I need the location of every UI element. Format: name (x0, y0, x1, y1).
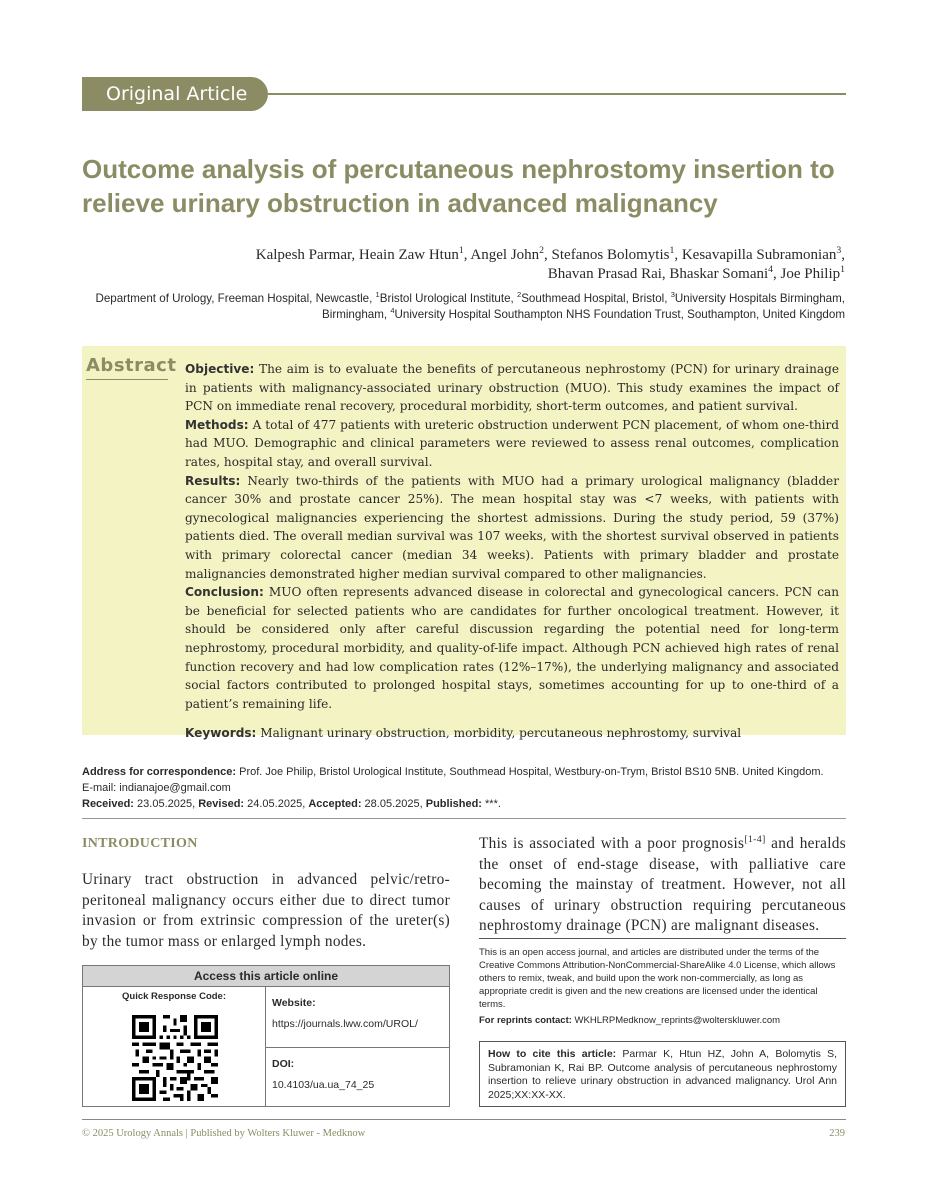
correspondence-address (82, 764, 846, 780)
correspondence-block (82, 764, 846, 812)
author-line-2 (145, 265, 845, 284)
author-name: , Joe Philip (773, 266, 841, 282)
author-affil-mark: 3 (836, 245, 842, 256)
doi-link[interactable]: 10.4103/ua.ua_74_25 (272, 1079, 375, 1091)
received-date: 23.05.2025, (133, 798, 199, 810)
article-dates (82, 796, 846, 812)
author-affil-mark: 4 (768, 264, 774, 275)
access-heading: Access this article online (83, 966, 449, 987)
conclusion-label: Conclusion: (185, 585, 264, 600)
affiliation-text: University Hospitals Birmingham, Birmingham, (322, 292, 845, 321)
abstract-methods (185, 416, 839, 472)
abstract-results (185, 472, 839, 584)
keywords-label: Keywords: (185, 726, 257, 741)
introduction-heading: INTRODUCTION (82, 836, 198, 851)
methods-label: Methods: (185, 417, 249, 432)
access-divider (266, 1047, 449, 1048)
footer-copyright: © 2025 Urology Annals | Published by Wolters Kluwer - Medknow (82, 1128, 366, 1139)
keywords-text: Malignant urinary obstruction, morbidity, percutaneous nephrostomy, survival (256, 726, 742, 741)
results-label: Results: (185, 473, 241, 488)
qr-label: Quick Response Code: (122, 991, 226, 1002)
methods-text: A total of 477 patients with ureteric obstruction underwent PCN placement, of whom one-third had MUO. Demographic and clinical parameters were reviewed to assess renal outcomes, complication rates, hospital stay, and overall survival. (185, 417, 839, 469)
author-name: , Angel John (463, 247, 540, 263)
footer-divider (82, 1119, 846, 1120)
introduction-paragraph: Urinary tract obstruction in advanced pelvic/retro-peritoneal malignancy occurs either due to direct tumor invasion or from extrinsic compression of the ureter(s) by the tumor mass or enlarged lymph nodes. (82, 871, 450, 950)
author-affil-mark: 1 (458, 245, 464, 256)
author-affil-mark: 1 (669, 245, 675, 256)
intro-text: This is associated with a poor prognosis (479, 835, 745, 852)
qr-code-icon[interactable] (132, 1015, 218, 1101)
affiliations (85, 291, 845, 323)
abstract-objective (185, 360, 839, 416)
citation-ref: [1-4] (744, 833, 766, 845)
license-note: This is an open access journal, and articles are distributed under the terms of the Creative Commons Attribution-NonCommercial-ShareAlike 4.0 License, which allows others to remix, tweak, and build upon the work non-commercially, as long as appropriate credit is given and the new creations are licensed under the identical terms. (479, 947, 836, 1010)
affiliation-text: Southmead Hospital, Bristol, (521, 292, 671, 305)
intro-text: and heralds the onset of end-stage disease, with palliative care becoming the mainstay of treatment. However, not all causes of urinary obstruction requiring percutaneous nephrostomy drainage (PCN) are malignant diseases. (479, 835, 846, 934)
header-divider (268, 93, 846, 95)
affil-mark: 3 (670, 290, 675, 300)
qr-column (83, 987, 266, 1106)
accepted-label: Accepted: (308, 798, 362, 810)
author-name: , (841, 247, 845, 263)
affiliation-text: Department of Urology, Freeman Hospital, Newcastle, (95, 292, 376, 305)
affil-mark: 1 (375, 290, 380, 300)
website-link[interactable]: https://journals.lww.com/UROL/ (272, 1018, 418, 1030)
section-divider (82, 818, 846, 819)
objective-label: Objective: (185, 362, 255, 376)
article-title: Outcome analysis of percutaneous nephrostomy insertion to relieve urinary obstruction in advanced malignancy (82, 154, 835, 218)
correspondence-email: E-mail: indianajoe@gmail.com (82, 782, 231, 794)
author-list (145, 246, 845, 284)
objective-text: The aim is to evaluate the benefits of percutaneous nephrostomy (PCN) for urinary drainage in patients with malignancy-associated urinary obstruction (MUO). This study examines the impact of PCN on immediate renal recovery, procedural morbidity, short-term outcomes, and patient survival. (185, 362, 839, 414)
abstract-label: Abstract (86, 355, 168, 380)
results-text: Nearly two-thirds of the patients with MUO had a primary urological malignancy (bladder cancer 30% and prostate cancer 25%). The mean hospital stay was <7 weeks, with patients with gynecological malignancies experiencing the shortest admissions. During the study period, 59 (37%) patients died. The overall median survival was 107 weeks, with the shortest survival observed in patients with primary colorectal cancer (median 34 weeks). Patients with primary bladder and prostate malignancies demonstrated higher median survival compared to other malignancies. (185, 473, 839, 581)
author-name: , Kesavapilla Subramonian (674, 247, 837, 263)
access-article-box (82, 965, 450, 1107)
author-affil-mark: 1 (840, 264, 845, 275)
website-label: Website: (272, 997, 316, 1009)
abstract-conclusion (185, 583, 839, 713)
reprints-email[interactable]: WKHLRPMedknow_reprints@wolterskluwer.com (571, 1015, 781, 1026)
cite-label: How to cite this article: (488, 1048, 617, 1060)
website-column (266, 987, 449, 1106)
affil-mark: 2 (516, 290, 522, 300)
how-to-cite-box (479, 1041, 846, 1107)
address-text: Prof. Joe Philip, Bristol Urological Institute, Southmead Hospital, Westbury-on-Trym, Bristol BS10 5NB. United Kingdom. (236, 766, 824, 778)
author-name: Kalpesh Parmar, Heain Zaw Htun (255, 247, 459, 263)
affiliation-text: University Hospital Southampton NHS Foundation Trust, Southampton, United Kingdom (394, 308, 845, 321)
affiliation-text: Bristol Urological Institute, (379, 292, 517, 305)
introduction-continued (479, 834, 846, 937)
page-number: 239 (829, 1128, 845, 1139)
abstract-body (185, 360, 839, 743)
received-label: Received: (82, 798, 134, 810)
published-label: Published: (425, 798, 482, 810)
affil-mark: 4 (390, 306, 395, 316)
cite-text: Parmar K, Htun HZ, John A, Bolomytis S, Subramonian K, Rai BP. Outcome analysis of percutaneous nephrostomy insertion to relieve urinary obstruction in advanced malignancy. Urol Ann 2025;XX:XX-XX. (488, 1048, 837, 1101)
author-name: , Stefanos Bolomytis (544, 247, 670, 263)
author-name: Bhavan Prasad Rai, Bhaskar Somani (547, 266, 769, 282)
author-affil-mark: 2 (539, 245, 545, 256)
article-type-badge: Original Article (82, 77, 268, 111)
author-line-1 (145, 246, 845, 265)
address-label: Address for correspondence: (82, 766, 237, 778)
doi-label: DOI: (272, 1058, 295, 1070)
reprints-contact (479, 1015, 846, 1026)
revised-date: 24.05.2025, (244, 798, 309, 810)
conclusion-text: MUO often represents advanced disease in colorectal and gynecological cancers. PCN can be beneficial for selected patients who are candidates for further oncological treatment. However, it should be considered only after careful discussion regarding the potential need for long-term nephrostomy, procedural morbidity, and quality-of-life impact. Although PCN achieved high rates of renal function recovery and had low complication rates (12%–17%), the underlying malignancy and associated social factors contributed to prolonged hospital stays, sometimes accounting for up to one-third of a patient’s remaining life. (185, 585, 839, 711)
published-date: ***. (481, 798, 501, 810)
abstract-keywords (185, 724, 839, 743)
accepted-date: 28.05.2025, (361, 798, 426, 810)
reprints-label: For reprints contact: (479, 1015, 572, 1026)
revised-label: Revised: (198, 798, 245, 810)
license-divider (479, 938, 846, 939)
